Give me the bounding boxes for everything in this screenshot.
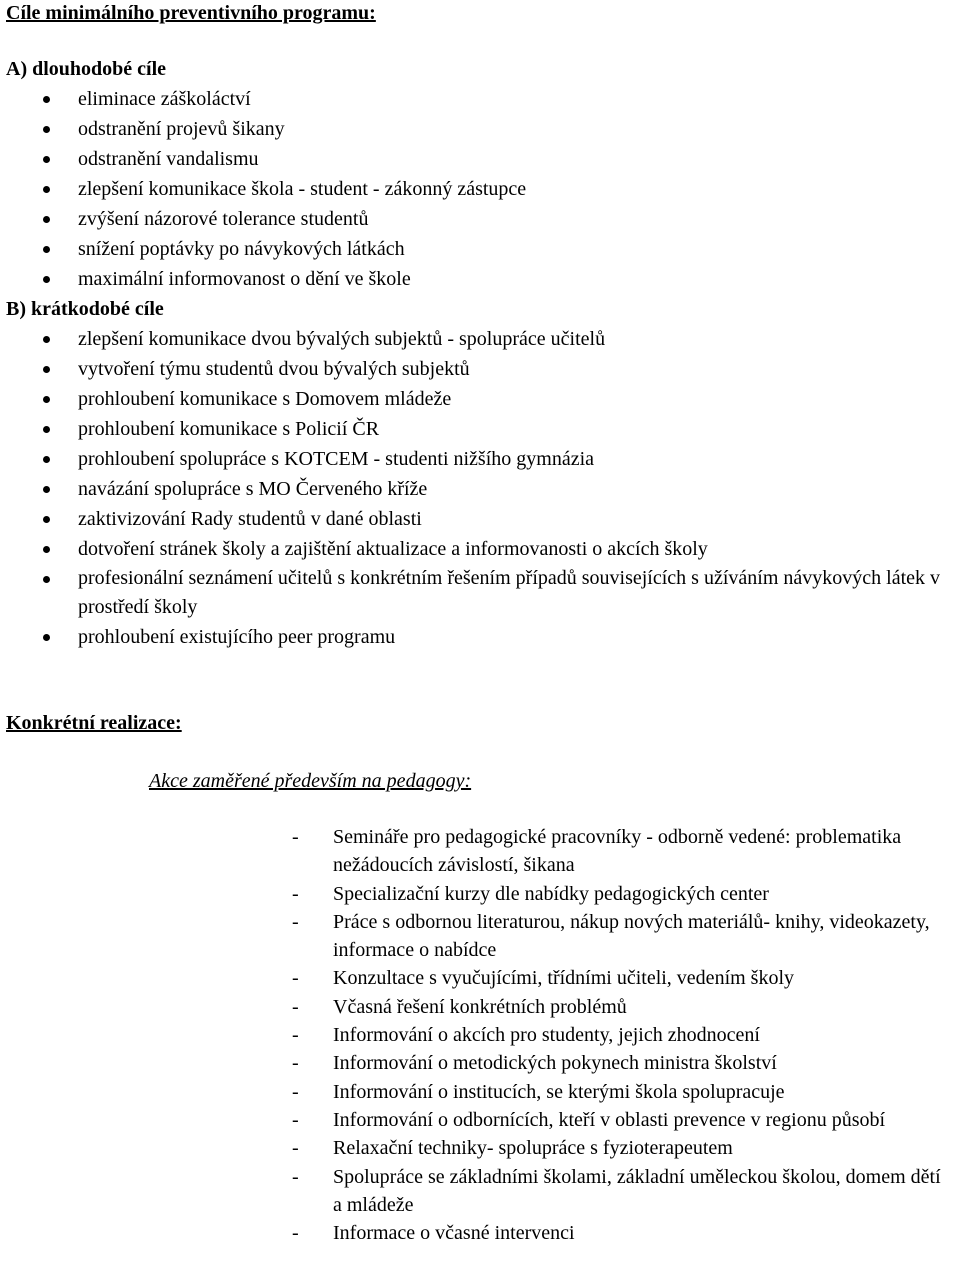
dash-marker: - [292, 882, 299, 905]
list-item [0, 564, 948, 622]
list-item-text: Informování o institucích, se kterými škola spolupracuje [333, 1080, 785, 1103]
bullet-icon [43, 216, 50, 223]
dash-marker: - [292, 1080, 299, 1103]
list-item-text: odstranění projevů šikany [78, 118, 285, 140]
list-item-text: profesionální seznámení učitelů s konkrétním řešením případů souvisejících s užíváním návykových látek v prostředí školy [78, 567, 941, 618]
pedagogue-actions-list [0, 823, 953, 1247]
list-item-text: dotvoření stránek školy a zajištění aktualizace a informovanosti o akcích školy [78, 538, 708, 560]
list-item [0, 324, 948, 354]
list-item [0, 414, 948, 444]
list-item-text: Relaxační techniky- spolupráce s fyzioterapeutem [333, 1137, 733, 1160]
list-item-text: prohloubení existujícího peer programu [78, 626, 396, 648]
list-item [0, 993, 953, 1021]
dash-marker: - [292, 1137, 299, 1160]
bullet-icon [43, 246, 50, 253]
bullet-icon [43, 126, 50, 133]
bullet-icon [43, 516, 50, 523]
list-item-text: snížení poptávky po návykových látkách [78, 238, 405, 260]
bullet-icon [43, 634, 50, 641]
list-item [0, 1219, 953, 1247]
list-item-text: Spolupráce se základními školami, základní uměleckou školou, domem dětí a mládeže [333, 1165, 941, 1216]
dash-marker: - [292, 995, 299, 1018]
dash-marker: - [292, 967, 299, 990]
list-item [0, 1078, 953, 1106]
list-item-text: Semináře pro pedagogické pracovníky - odborně vedené: problematika nežádoucích závislostí, šikana [333, 826, 902, 877]
list-item [0, 234, 948, 264]
list-item-text: zlepšení komunikace škola - student - zákonný zástupce [78, 178, 527, 200]
realization-heading: Konkrétní realizace: [6, 712, 182, 734]
list-item-text: odstranění vandalismu [78, 148, 259, 170]
list-item [0, 1021, 953, 1049]
list-item-text: prohloubení komunikace s Domovem mládeže [78, 388, 452, 410]
list-item-text: prohloubení spolupráce s KOTCEM - studenti nižšího gymnázia [78, 448, 595, 470]
list-item-text: maximální informovanost o dění ve škole [78, 268, 411, 290]
list-item [0, 534, 948, 564]
list-item [0, 144, 948, 174]
bullet-icon [43, 486, 50, 493]
list-item [0, 964, 953, 992]
bullet-icon [43, 156, 50, 163]
list-item [0, 1106, 953, 1134]
list-item-text: Práce s odbornou literaturou, nákup nových materiálů- knihy, videokazety, informace o nabídce [333, 910, 930, 962]
list-item [0, 354, 948, 384]
list-item-text: Informování o odbornících, kteří v oblasti prevence v regionu působí [333, 1108, 886, 1131]
dash-marker: - [292, 1052, 299, 1075]
list-item-text: prohloubení komunikace s Policií ČR [78, 418, 380, 440]
pedagogues-subheading: Akce zaměřené především na pedagogy: [149, 770, 472, 792]
list-item [0, 204, 948, 234]
list-item-text: zaktivizování Rady studentů v dané oblasti [78, 508, 422, 530]
list-item [0, 444, 948, 474]
bullet-icon [43, 576, 50, 583]
list-item-text: vytvoření týmu studentů dvou bývalých subjektů [78, 358, 470, 380]
long-term-goals-list [0, 84, 948, 294]
list-item [0, 622, 948, 652]
list-item-text: Informace o včasné intervenci [333, 1222, 575, 1245]
dash-marker: - [292, 1165, 299, 1188]
list-item-text: Informování o akcích pro studenty, jejich zhodnocení [333, 1024, 760, 1047]
list-item [0, 908, 953, 965]
bullet-icon [43, 426, 50, 433]
bullet-icon [43, 186, 50, 193]
bullet-icon [43, 546, 50, 553]
bullet-icon [43, 336, 50, 343]
list-item-text: Informování o metodických pokynech ministra školství [333, 1052, 777, 1075]
bullet-icon [43, 366, 50, 373]
list-item [0, 84, 948, 114]
list-item-text: zvýšení názorové tolerance studentů [78, 208, 369, 230]
dash-marker: - [292, 910, 299, 933]
dash-marker: - [292, 1024, 299, 1047]
dash-marker: - [292, 1222, 299, 1245]
bullet-icon [43, 276, 50, 283]
list-item-text: Specializační kurzy dle nabídky pedagogických center [333, 882, 769, 905]
list-item [0, 880, 953, 908]
list-item-text: zlepšení komunikace dvou bývalých subjektů - spolupráce učitelů [78, 328, 606, 350]
list-item [0, 264, 948, 294]
list-item [0, 174, 948, 204]
list-item-text: Včasná řešení konkrétních problémů [333, 995, 627, 1018]
list-item [0, 474, 948, 504]
dash-marker: - [292, 826, 299, 848]
list-item [0, 114, 948, 144]
list-item-text: navázání spolupráce s MO Červeného kříže [78, 478, 428, 500]
short-term-goals-list [0, 324, 948, 652]
bullet-icon [43, 456, 50, 463]
list-item [0, 1163, 953, 1220]
list-item-text: eliminace záškoláctví [78, 88, 251, 110]
list-item [0, 504, 948, 534]
list-item [0, 1049, 953, 1077]
list-item [0, 1134, 953, 1162]
list-item [0, 823, 953, 880]
bullet-icon [43, 96, 50, 103]
dash-marker: - [292, 1108, 299, 1131]
goals-heading: Cíle minimálního preventivního programu: [6, 2, 376, 24]
list-item [0, 384, 948, 414]
short-term-goals-title: B) krátkodobé cíle [6, 298, 164, 320]
list-item-text: Konzultace s vyučujícími, třídními učiteli, vedením školy [333, 967, 795, 990]
bullet-icon [43, 396, 50, 403]
long-term-goals-title: A) dlouhodobé cíle [6, 58, 167, 80]
